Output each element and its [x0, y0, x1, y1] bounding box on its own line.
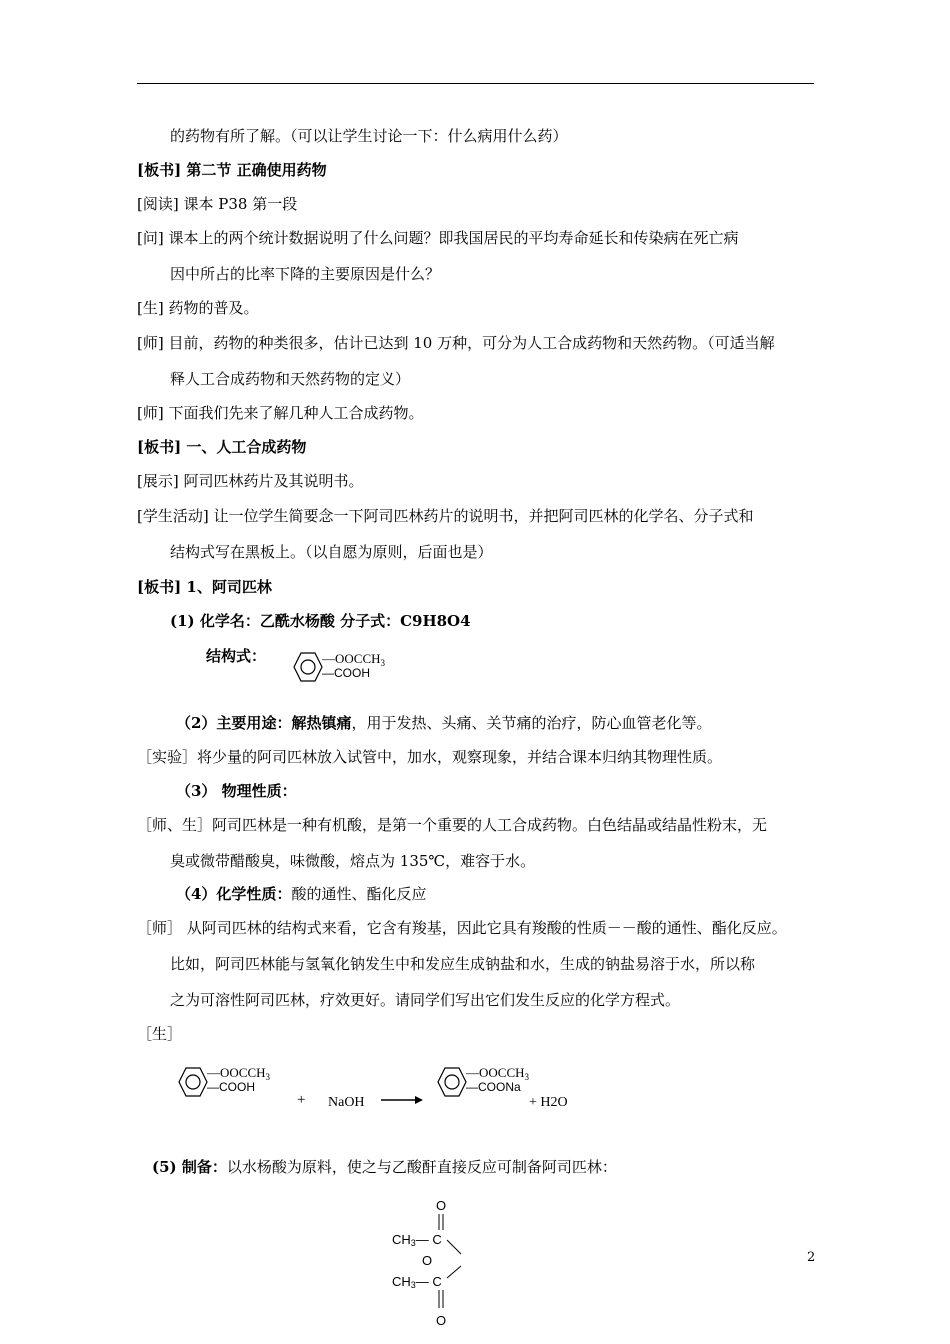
chemical-name-line: (1) 化学名：乙酰水杨酸 分子式：C9H8O4 [170, 612, 471, 630]
text-line: ［生］ [137, 1025, 183, 1043]
text-line: 的药物有所了解。（可以让学生讨论一下：什么病用什么药） [170, 127, 568, 145]
text-line: （2）主要用途：解热镇痛，用于发热、头痛、关节痛的治疗，防心血管老化等。 [176, 714, 712, 732]
sodium-aspirin-product [438, 1065, 530, 1096]
svg-text:CH3— C: CH3— C [392, 1232, 442, 1248]
structure-label: 结构式： [206, 647, 267, 665]
svg-text:—COOH: —COOH [322, 666, 370, 680]
text-line: [学生活动] 让一位学生简要念一下阿司匹林药片的说明书，并把阿司匹林的化学名、分子式和 [137, 507, 754, 525]
text-line: [展示] 阿司匹林药片及其说明书。 [137, 472, 364, 490]
text-line: [问] 课本上的两个统计数据说明了什么问题？即我国居民的平均寿命延长和传染病在死亡病 [137, 229, 739, 247]
text-line: ［师、生］阿司匹林是一种有机酸，是第一个重要的人工合成药物。白色结晶或结晶性粉末，无 [137, 816, 768, 834]
text-line: 臭或微带醋酸臭，味微酸，熔点为 135℃，难容于水。 [170, 852, 536, 870]
header-rule [137, 83, 814, 84]
text-line: 结构式写在黑板上。（以自愿为原则，后面也是） [170, 543, 493, 561]
text-line: [师] 目前，药物的种类很多，估计已达到 10 万种，可分为人工合成药物和天然药物。（可适当解 [137, 334, 775, 352]
svg-text:—OOCCH3: $—OOCCH_3$ [466, 1065, 530, 1082]
text-line: 因中所占的比率下降的主要原因是什么？ [170, 265, 441, 283]
text-line: 释人工合成药物和天然药物的定义） [170, 370, 411, 388]
reaction-equation [175, 1060, 595, 1116]
svg-text:—OOCCH3: $—OOCCH_3$ [322, 651, 386, 668]
svg-text:O: O [436, 1313, 447, 1328]
acetic-anhydride-structure [385, 1192, 485, 1332]
svg-text:—COOH: —COOH [207, 1080, 255, 1094]
text-line: ［实验］将少量的阿司匹林放入试管中，加水，观察现象，并结合课本归纳其物理性质。 [137, 748, 723, 766]
plus-sign: + [297, 1092, 306, 1108]
text-line: ［师］ 从阿司匹林的结构式来看，它含有羧基，因此它具有羧酸的性质－－酸的通性、酯化反应。 [137, 919, 787, 937]
text-line: （4）化学性质：酸的通性、酯化反应 [176, 885, 427, 903]
text-line: 比如，阿司匹林能与氢氧化钠发生中和发应生成钠盐和水，生成的钠盐易溶于水，所以称 [170, 955, 756, 973]
text-line: [生] 药物的普及。 [137, 299, 259, 317]
svg-text:—COONa: —COONa [466, 1080, 521, 1094]
section-label: （3） 物理性质： [176, 782, 297, 800]
svg-text:—OOCCH3: $—OOCCH_3$ [207, 1065, 271, 1082]
board-heading: [板书] 一、人工合成药物 [137, 438, 307, 456]
water-product: + H2O [529, 1095, 568, 1110]
text-line: (5) 制备：以水杨酸为原料，使之与乙酸酐直接反应可制备阿司匹林： [152, 1158, 617, 1176]
reaction-arrow [381, 1096, 423, 1104]
naoh-reagent: NaOH [328, 1095, 365, 1110]
svg-text:O: O [436, 1198, 447, 1213]
text-line: 之为可溶性阿司匹林，疗效更好。请同学们写出它们发生反应的化学方程式。 [170, 991, 681, 1009]
aspirin-reactant [179, 1065, 271, 1096]
aspirin-structure [290, 646, 400, 688]
board-heading: [板书] 1、阿司匹林 [137, 578, 272, 596]
svg-text:O: O [422, 1253, 433, 1268]
board-heading: [板书] 第二节 正确使用药物 [137, 161, 327, 179]
text-line: [阅读] 课本 P38 第一段 [137, 195, 298, 213]
page-number: 2 [807, 1250, 816, 1265]
text-line: [师] 下面我们先来了解几种人工合成药物。 [137, 404, 424, 422]
svg-text:CH3— C: CH3— C [392, 1274, 442, 1290]
